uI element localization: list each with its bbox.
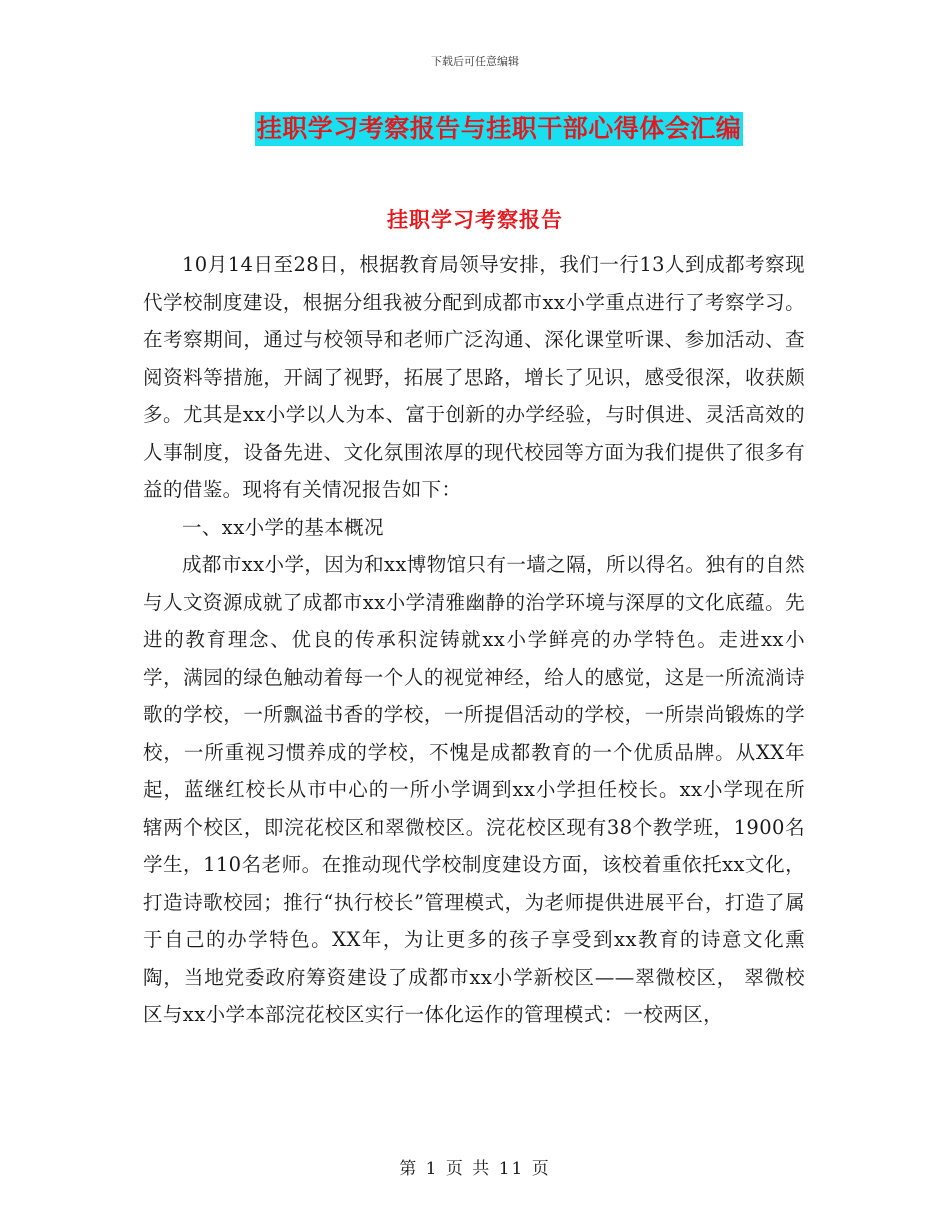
header-note: 下载后可任意编辑 bbox=[431, 55, 519, 68]
section-heading-1: 一、xx小学的基本概况 bbox=[182, 515, 384, 539]
paragraph-overview: 成都市xx小学，因为和xx博物馆只有一墙之隔，所以得名。独有的自然与人文资源成就了成都市xx小学清雅幽静的治学环境与深厚的文化底蕴。先进的教育理念、优良的传承积淀铸就xx小学鲜亮的办学特色。走进xx小学，满园的绿色触动着每一个人的视觉神经，给人的感觉，这是一所流淌诗歌的学校，一所飘溢书香的学校，一所提倡活动的学校，一所崇尚锻炼的学校，一所重视习惯养成的学校，不愧是成都教育的一个优质品牌。从XX年起，蓝继红校长从市中心的一所小学调到xx小学担任校长。xx小学现在所辖两个校区，即浣花校区和翠微校区。浣花校区现有38个教学班，1900名学生，110名老师。在推动现代学校制度建设方面，该校着重依托xx文化，打造诗歌校园；推行“执行校长”管理模式，为老师提供进展平台，打造了属于自己的办学特色。XX年，为让更多的孩子享受到xx教育的诗意文化熏陶，当地党委政府筹资建设了成都市xx小学新校区——翠微校区， 翠微校区与xx小学本部浣花校区实行一体化运作的管理模式：一校两区， bbox=[143, 553, 805, 1026]
main-title: 挂职学习考察报告与挂职干部心得体会汇编 bbox=[255, 112, 744, 146]
body-text bbox=[143, 246, 805, 1034]
sub-title: 挂职学习考察报告 bbox=[387, 207, 563, 232]
main-title-wrap bbox=[0, 112, 950, 146]
page-footer: 第 1 页 共 11 页 bbox=[399, 1159, 551, 1179]
paragraph-intro: 10月14日至28日，根据教育局领导安排，我们一行13人到成都考察现代学校制度建设，根据分组我被分配到成都市xx小学重点进行了考察学习。在考察期间，通过与校领导和老师广泛沟通、深化课堂听课、参加活动、查阅资料等措施，开阔了视野，拓展了思路，增长了见识，感受很深，收获颇多。尤其是xx小学以人为本、富于创新的办学经验，与时俱进、灵活高效的人事制度，设备先进、文化氛围浓厚的现代校园等方面为我们提供了很多有益的借鉴。现将有关情况报告如下： bbox=[143, 253, 805, 501]
